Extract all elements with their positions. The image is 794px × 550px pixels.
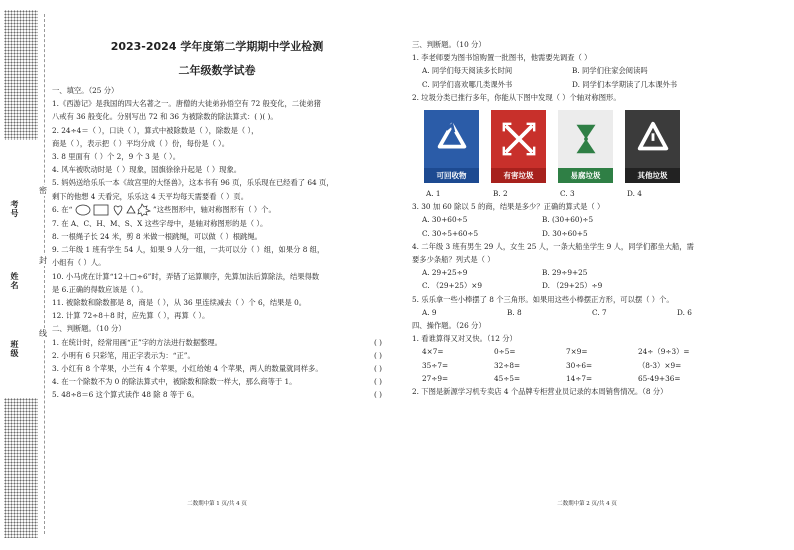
option-d[interactable]: D. （29+25）÷9 [542, 281, 603, 291]
calc-row [412, 359, 762, 372]
question-line: 3. 30 加 60 除以 5 的商，结果是多少？正确的算式是（ ） [412, 202, 605, 212]
question-line: 10. 小马虎在计算“12＋□÷6”时，弄错了运算顺序，先算加法后算除法，结果得数 [52, 271, 320, 281]
question-line: 2. 24÷4＝（ ），口诀（ ），算式中被除数是（ ），除数是（ ）， [52, 125, 259, 135]
question-line: 剩下的他想 4 天看完，乐乐这 4 天平均每天需要看（ ）页。 [52, 191, 249, 201]
exam-title: 2023-2024 学年度第二学期期中学业检测 [110, 40, 324, 53]
calc-item: 35÷7= [422, 360, 449, 370]
calc-item: 65-49+36= [638, 373, 681, 383]
question-line: 要多少条船？列式是（ ） [412, 255, 495, 265]
calc-row [412, 345, 762, 358]
question-line: 1. 看谁算得又对又快。（12 分） [412, 334, 517, 344]
bin-label: 易腐垃圾 [558, 168, 613, 183]
option-c[interactable]: C. （29+25）×9 [422, 281, 482, 291]
calc-item: 0÷5= [494, 347, 516, 357]
judge-text: 2. 小明有 6 只彩笔，用正字表示为：“正”。 [52, 350, 195, 360]
food-waste-bin [558, 110, 613, 183]
judge-text: 3. 小红有 8 个苹果，小兰有 4 个苹果，小红给她 4 个苹果，两人的数量就同样多。 [52, 364, 323, 374]
option-b[interactable]: B. 29÷9+25 [542, 268, 588, 278]
page-2 [412, 0, 762, 507]
page-footer: 二数期中第 2 页/共 4 页 [557, 501, 617, 507]
recycle-icon [433, 120, 471, 158]
judge-item [52, 375, 382, 388]
option-a[interactable]: A. 9 [422, 307, 437, 317]
page-1 [52, 0, 382, 507]
calc-item: 4×7= [422, 347, 444, 357]
calc-item: 30÷6= [566, 360, 593, 370]
judge-text: 1. 在统计时，经常用画“正”字的方法进行数据整理。 [52, 337, 222, 347]
section-heading: 二、判断题。（10 分） [52, 324, 126, 334]
binding-margin [0, 0, 44, 550]
question-line: 3. 8 里面有（ ）个 2，9 个 3 是（ ）。 [52, 152, 180, 162]
answer-paren[interactable]: ( ) [373, 377, 382, 387]
shape-figures [75, 203, 151, 217]
answer-paren[interactable]: ( ) [373, 390, 382, 400]
shape-set-icon [75, 203, 151, 217]
question-line: 7. 在 A、C、H、M、S、X 这些字母中，是轴对称图形的是（ ）。 [52, 218, 268, 228]
question-line: 2. 垃圾分类已推行多年，你能从下图中发现（ ）个轴对称图形。 [412, 92, 621, 102]
class-label: 班级 [10, 340, 20, 358]
q6-suffix: ”这些图形中，轴对称图形有（ ）个。 [152, 204, 276, 214]
option-row [412, 279, 762, 292]
bin-label: 有害垃圾 [491, 168, 546, 183]
option-row [412, 266, 762, 279]
question-line: 2. 下图是新源学习机专卖店 4 个品牌专柜营业员记录的本周销售情况。（8 分） [412, 387, 668, 397]
question-line: 是 6.正确的得数应该是（ ）。 [52, 284, 148, 294]
seal-char-mi: 密 [39, 186, 47, 195]
option-a[interactable]: A. 29+25÷9 [422, 268, 468, 278]
other-waste-icon [634, 120, 672, 158]
calc-item: 14÷7= [566, 373, 593, 383]
question-line: 5. 乐乐拿一些小棒摆了 8 个三角形。如果用这些小棒摆正方形，可以摆（ ）个。 [412, 294, 674, 304]
recyclable-bin [424, 110, 479, 183]
calc-item: 24÷（9÷3）= [638, 347, 690, 357]
option-d[interactable]: D. 同学们本学期读了几本课外书 [572, 79, 678, 89]
judge-item [52, 388, 382, 401]
option-b[interactable]: B. 同学们住家会阅读吗 [572, 66, 648, 76]
question-line: 8. 一根绳子长 24 米，剪 8 米做一根跳绳，可以做（ ）根跳绳。 [52, 232, 262, 242]
question-line: 小组有（ ）人。 [52, 258, 106, 268]
calc-item: 32÷8= [494, 360, 521, 370]
option-a[interactable]: A. 30+60÷5 [422, 215, 468, 225]
option-c[interactable]: C. 30÷5+60÷5 [422, 228, 479, 238]
option-d[interactable]: D. 4 [627, 189, 642, 199]
question-line: 9. 二年级 1 班有学生 54 人，如果 9 人分一组，一共可以分（ ）组，如果分 8 组， [52, 245, 325, 255]
decorative-hatch-bottom [4, 398, 38, 538]
answer-paren[interactable]: ( ) [373, 364, 382, 374]
option-row [412, 213, 762, 226]
calc-row [412, 372, 762, 385]
other-waste-bin [625, 110, 680, 183]
judge-item [52, 336, 382, 349]
hazardous-bin [491, 110, 546, 183]
question-line-6 [52, 203, 382, 217]
option-b[interactable]: B. 2 [493, 189, 508, 199]
calc-item: （8-3）×9= [638, 360, 682, 370]
answer-paren[interactable]: ( ) [373, 350, 382, 360]
judge-text: 5. 48÷8＝6 这个算式读作 48 除 8 等于 6。 [52, 390, 199, 400]
question-line: 商是（ ），表示把（ ）平均分成（ ）份，每份是（ ）。 [52, 138, 230, 148]
calc-item: 45÷5= [494, 373, 521, 383]
exam-subtitle: 二年级数学试卷 [178, 64, 256, 77]
q6-prefix: 6. 在“ [52, 204, 73, 214]
bin-label: 可回收物 [424, 168, 479, 183]
question-line: 4. 二年级 3 班有男生 29 人，女生 25 人，一条大船坐学生 9 人，同学们都坐大船，需 [412, 241, 694, 251]
option-b[interactable]: B. 8 [507, 307, 522, 317]
option-row [412, 64, 762, 77]
section-heading: 一、填空。（25 分） [52, 86, 119, 95]
seal-char-xian: 线 [39, 329, 47, 338]
question-line: 11. 被除数和除数都是 8，商是（ ），从 36 里连续减去（ ）个 6，结果是 0。 [52, 298, 307, 308]
option-row [412, 78, 762, 91]
option-b[interactable]: B. (30+60)÷5 [542, 215, 594, 225]
exam-number-label: 考号 [10, 200, 20, 218]
question-line: 12. 计算 72÷8＋8 时，应先算（ ），再算（ ）。 [52, 311, 210, 321]
option-c[interactable]: C. 7 [592, 307, 607, 317]
hazard-cross-icon [500, 120, 538, 158]
hourglass-icon [567, 120, 605, 158]
question-line: 1. 李老师要为图书馆购置一批图书，他需要先调查（ ） [412, 53, 592, 63]
name-label: 姓名 [10, 272, 20, 290]
section-heading: 三、判断题。（10 分） [412, 40, 486, 49]
question-line: 5. 妈妈送给乐乐一本《故宫里的大怪兽》，这本书有 96 页，乐乐现在已经看了 64 页， [52, 178, 334, 188]
judge-text: 4. 在一个除数不为 0 的除法算式中，被除数和除数一样大，那么商等于 1。 [52, 377, 297, 387]
option-c[interactable]: C. 3 [560, 189, 575, 199]
seal-line [44, 14, 45, 534]
question-line: 4. 风车被吹动时是（ ）现象，国旗徐徐升起是（ ）现象。 [52, 165, 242, 175]
option-row [412, 187, 762, 200]
decorative-hatch-top [4, 10, 38, 140]
section-heading: 四、操作题。（26 分） [412, 321, 486, 331]
garbage-bin-icons [424, 110, 762, 183]
option-c[interactable]: C. 同学们喜欢哪几类课外书 [422, 79, 513, 89]
seal-char-feng: 封 [39, 256, 47, 265]
option-d[interactable]: D. 30÷60+5 [542, 228, 588, 238]
question-line: 八戒有 36 般变化。分别写出 72 和 36 为被除数的除法算式：( )( )。 [52, 112, 278, 122]
page-footer: 二数期中第 1 页/共 4 页 [187, 501, 247, 507]
question-line: 1.《西游记》是我国的四大名著之一。唐僧的大徒弟孙悟空有 72 般变化，二徒弟猪 [52, 99, 321, 109]
option-a[interactable]: A. 1 [426, 189, 441, 199]
option-d[interactable]: D. 6 [677, 307, 692, 317]
calc-item: 27÷9= [422, 373, 449, 383]
calc-item: 7×9= [566, 347, 588, 357]
option-row [412, 306, 762, 319]
option-row [412, 227, 762, 240]
judge-item [52, 362, 382, 375]
judge-item [52, 349, 382, 362]
option-a[interactable]: A. 同学们每天阅读多长时间 [422, 66, 513, 76]
answer-paren[interactable]: ( ) [373, 337, 382, 347]
bin-label: 其他垃圾 [625, 168, 680, 183]
